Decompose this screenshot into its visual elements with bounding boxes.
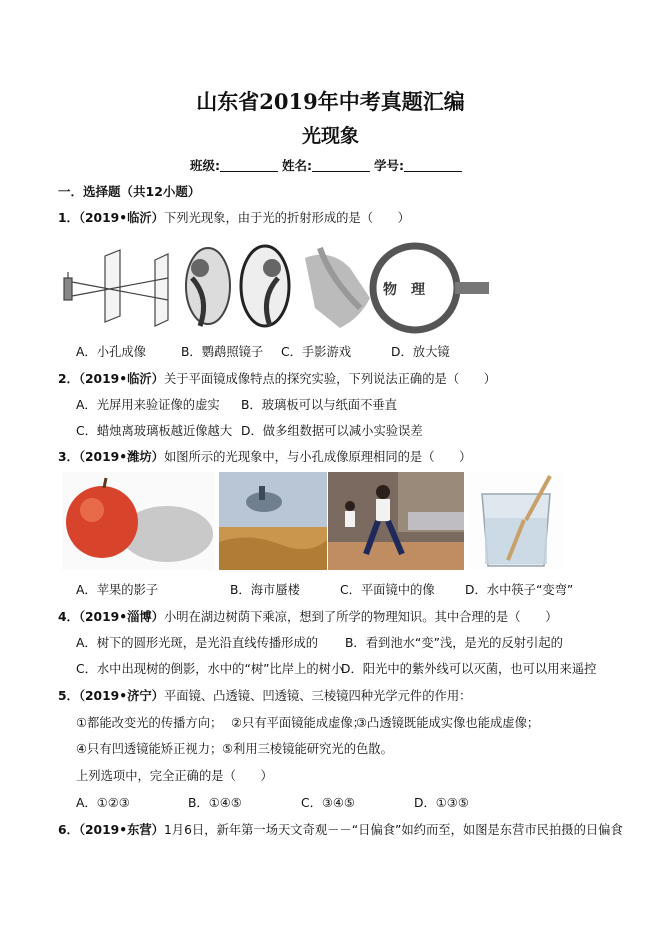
- hand-shadow-image: [305, 248, 370, 328]
- q2-option-c: C．蜡烛离玻璃板越近像越大: [76, 424, 233, 438]
- question-2-stem: 2．（2019•临沂）关于平面镜成像特点的探究实验，下列说法正确的是（ ）: [58, 372, 497, 386]
- q3-option-b: B．海市蜃楼: [230, 583, 300, 597]
- q3-option-d: D．水中筷子“变弯”: [465, 583, 574, 597]
- mirage-image: [219, 472, 327, 570]
- q5-statement-1: ①都能改变光的传播方向；: [76, 716, 223, 730]
- q4-option-a: A．树下的圆形光斑，是光沿直线传播形成的: [76, 636, 319, 650]
- q5-statement-4: ④只有凹透镜能矫正视力；: [76, 742, 223, 756]
- id-label: 学号:: [374, 158, 404, 173]
- q1-option-d: D．放大镜: [391, 345, 450, 359]
- mirror-dance-image: [328, 472, 464, 570]
- q3-option-c: C．平面镜中的像: [340, 583, 435, 597]
- magnifier-image: [373, 246, 489, 330]
- question-4-stem: 4．（2019•淄博）小明在湖边树荫下乘凉，想到了所学的物理知识。其中合理的是（ ）: [58, 610, 558, 624]
- class-label: 班级:: [190, 158, 220, 173]
- q3-option-a: A．苹果的影子: [76, 583, 159, 597]
- q1-option-b: B．鹦鹉照镜子: [181, 345, 264, 359]
- question-6-stem: 6．（2019•东营）1月6日，新年第一场天文奇观－－“日偏食”如约而至，如图是东营市民拍摄的日偏食: [58, 823, 623, 837]
- q5-option-b: B．①④⑤: [188, 796, 242, 810]
- class-blank: [220, 159, 278, 172]
- q1-option-a: A．小孔成像: [76, 345, 146, 359]
- q5-statement-5: ⑤利用三棱镜能研究光的色散。: [222, 742, 393, 756]
- q4-option-c: C．水中出现树的倒影，水中的“树”比岸上的树小: [76, 662, 344, 676]
- q5-prompt: 上列选项中，完全正确的是（ ）: [76, 769, 273, 783]
- apple-shadow-image: [62, 472, 214, 570]
- q2-option-a: A．光屏用来验证像的虚实: [76, 398, 220, 412]
- question-3-stem: 3．（2019•潍坊）如图所示的光现象中，与小孔成像原理相同的是（ ）: [58, 450, 472, 464]
- q5-statement-2: ②只有平面镜能成虚像；: [231, 716, 365, 730]
- q4-option-b: B．看到池水“变”浅，是光的反射引起的: [345, 636, 563, 650]
- document-subtitle: 光现象: [301, 125, 359, 147]
- id-blank: [404, 159, 462, 172]
- question-1-figure: [60, 238, 490, 338]
- pinhole-diagram: [64, 250, 168, 326]
- document-title: 山东省2019年中考真题汇编: [196, 89, 465, 114]
- q5-option-c: C．③④⑤: [301, 796, 355, 810]
- q1-option-c: C．手影游戏: [281, 345, 352, 359]
- parrot-mirror-image: [186, 246, 289, 326]
- q5-option-d: D．①③⑤: [414, 796, 469, 810]
- student-info-line: [190, 156, 466, 174]
- chopstick-water-image: [468, 472, 564, 570]
- q2-option-b: B．玻璃板可以与纸面不垂直: [241, 398, 397, 412]
- magnifier-text: 物 理: [383, 282, 425, 298]
- name-blank: [312, 159, 370, 172]
- q5-option-a: A．①②③: [76, 796, 130, 810]
- question-5-stem: 5．（2019•济宁）平面镜、凸透镜、凹透镜、三棱镜四种光学元件的作用：: [58, 689, 472, 703]
- q2-option-d: D．做多组数据可以减小实验误差: [241, 424, 423, 438]
- name-label: 姓名:: [282, 158, 312, 173]
- section-heading: 一．选择题（共12小题）: [58, 184, 201, 199]
- q4-option-d: D．阳光中的紫外线可以灭菌，也可以用来遥控: [341, 662, 597, 676]
- q5-statement-3: ③凸透镜既能成实像也能成虚像；: [356, 716, 540, 730]
- question-1-stem: 1．（2019•临沂）下列光现象，由于光的折射形成的是（ ）: [58, 211, 410, 225]
